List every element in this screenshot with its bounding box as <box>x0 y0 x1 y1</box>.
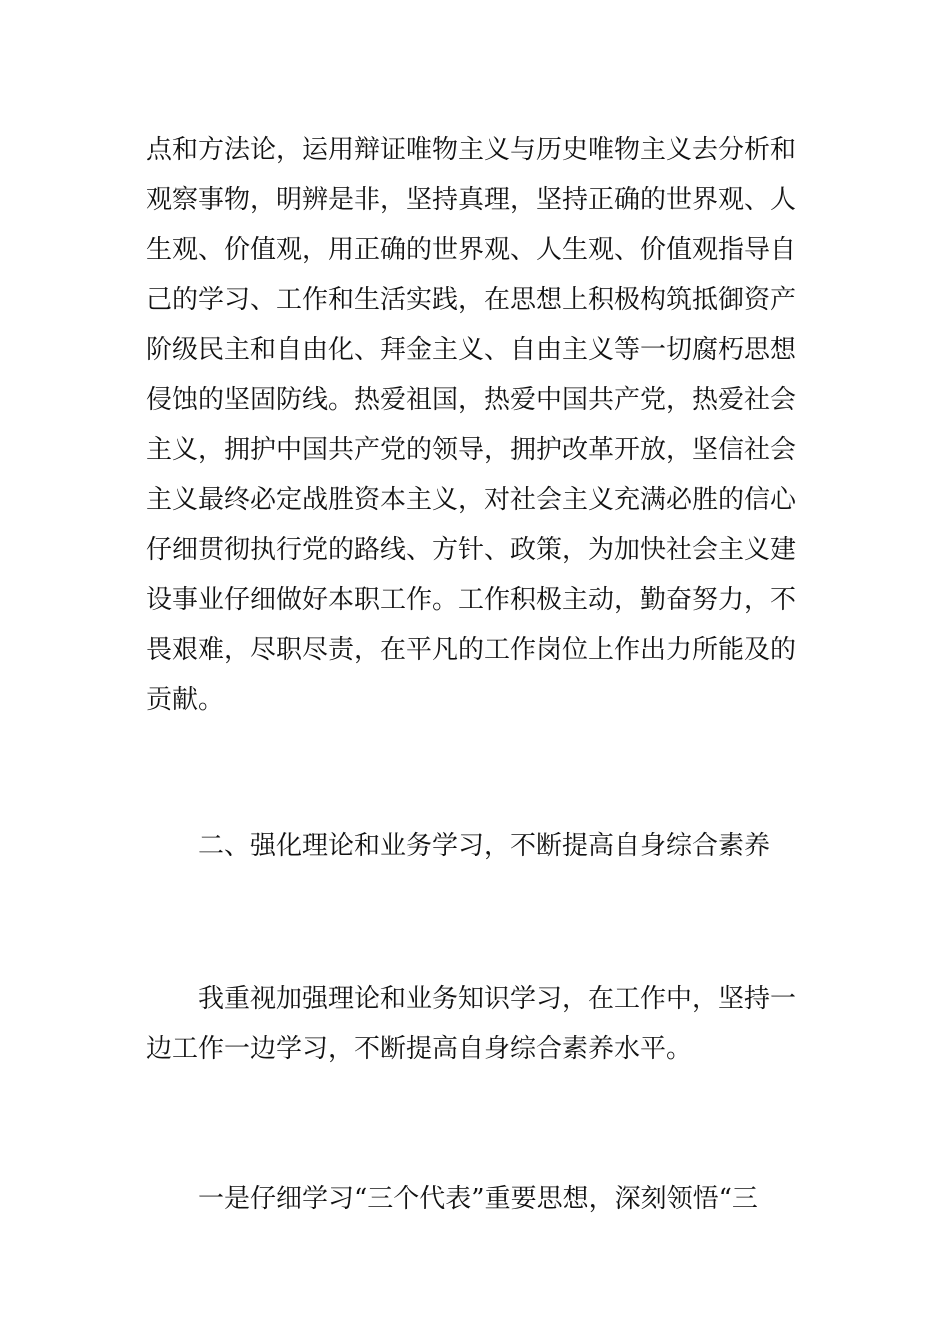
paragraph-1-line-3: 生观、价值观，用正确的世界观、人生观、价值观指导自 <box>146 235 797 265</box>
paragraph-2-line-1: 我重视加强理论和业务知识学习，在工作中，坚持一 <box>198 984 797 1014</box>
paragraph-1-line-7: 主义，拥护中国共产党的领导，拥护改革开放，坚信社会 <box>146 435 797 465</box>
paragraph-3-line-1: 一是仔细学习“三个代表”重要思想，深刻领悟“三 <box>198 1184 758 1214</box>
paragraph-1-line-6: 侵蚀的坚固防线。热爱祖国，热爱中国共产党，热爱社会 <box>146 385 797 415</box>
paragraph-1-line-8: 主义最终必定战胜资本主义，对社会主义充满必胜的信心 <box>146 485 797 515</box>
paragraph-1-line-9: 仔细贯彻执行党的路线、方针、政策，为加快社会主义建 <box>146 535 797 565</box>
paragraph-1-line-2: 观察事物，明辨是非，坚持真理，坚持正确的世界观、人 <box>146 185 797 215</box>
paragraph-1-line-1: 点和方法论，运用辩证唯物主义与历史唯物主义去分析和 <box>146 135 797 165</box>
section-heading: 二、强化理论和业务学习，不断提高自身综合素养 <box>198 831 771 861</box>
paragraph-1-line-12: 贡献。 <box>146 685 225 715</box>
paragraph-2-line-2: 边工作一边学习，不断提高自身综合素养水平。 <box>146 1034 693 1064</box>
paragraph-1-line-11: 畏艰难，尽职尽责，在平凡的工作岗位上作出力所能及的 <box>146 635 797 665</box>
paragraph-1-line-4: 己的学习、工作和生活实践，在思想上积极构筑抵御资产 <box>146 285 797 315</box>
paragraph-1-line-10: 设事业仔细做好本职工作。工作积极主动，勤奋努力，不 <box>146 585 797 615</box>
paragraph-1-line-5: 阶级民主和自由化、拜金主义、自由主义等一切腐朽思想 <box>146 335 797 365</box>
